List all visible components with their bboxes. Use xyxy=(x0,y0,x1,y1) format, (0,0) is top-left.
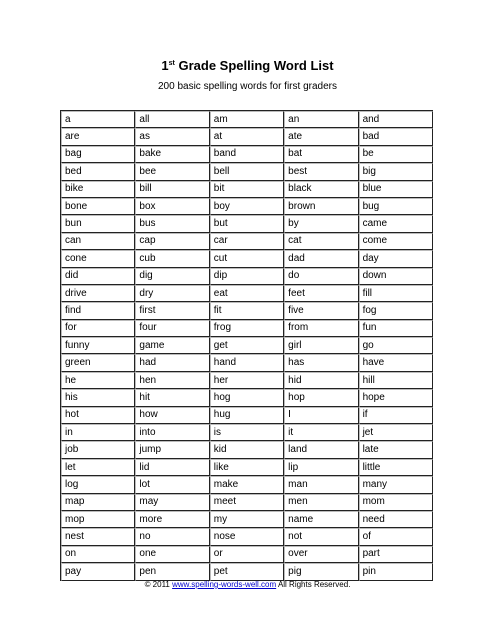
title-text: Grade Spelling Word List xyxy=(174,58,334,73)
word-cell: all xyxy=(135,111,209,128)
word-cell: bug xyxy=(359,198,433,215)
word-cell: hand xyxy=(210,354,284,371)
word-cell: cat xyxy=(284,233,358,250)
word-cell: no xyxy=(135,528,209,545)
word-cell: for xyxy=(61,320,135,337)
word-cell: come xyxy=(359,233,433,250)
word-cell: bat xyxy=(284,146,358,163)
word-table-body xyxy=(61,111,433,581)
word-cell: have xyxy=(359,354,433,371)
word-cell: did xyxy=(61,268,135,285)
word-cell: bee xyxy=(135,163,209,180)
table-row xyxy=(61,459,433,476)
word-cell: bake xyxy=(135,146,209,163)
word-cell: jump xyxy=(135,441,209,458)
table-row xyxy=(61,424,433,441)
word-cell: an xyxy=(284,111,358,128)
title-ordinal-suffix: st xyxy=(168,60,175,67)
word-cell: dad xyxy=(284,250,358,267)
word-cell: bag xyxy=(61,146,135,163)
word-cell: lid xyxy=(135,459,209,476)
spelling-word-table xyxy=(60,110,433,581)
table-row xyxy=(61,250,433,267)
word-cell: name xyxy=(284,511,358,528)
word-cell: a xyxy=(61,111,135,128)
word-cell: hop xyxy=(284,389,358,406)
footer-rights: All Rights Reserved. xyxy=(277,580,351,589)
word-cell: nest xyxy=(61,528,135,545)
table-row xyxy=(61,407,433,424)
word-cell: log xyxy=(61,476,135,493)
word-cell: bit xyxy=(210,181,284,198)
table-row xyxy=(61,163,433,180)
word-cell: fog xyxy=(359,302,433,319)
word-cell: drive xyxy=(61,285,135,302)
word-cell: men xyxy=(284,494,358,511)
word-cell: get xyxy=(210,337,284,354)
word-cell: four xyxy=(135,320,209,337)
word-cell: into xyxy=(135,424,209,441)
table-row xyxy=(61,441,433,458)
table-row xyxy=(61,563,433,580)
table-row xyxy=(61,354,433,371)
word-cell: may xyxy=(135,494,209,511)
word-cell: lot xyxy=(135,476,209,493)
word-cell: frog xyxy=(210,320,284,337)
word-cell: boy xyxy=(210,198,284,215)
word-cell: game xyxy=(135,337,209,354)
word-cell: car xyxy=(210,233,284,250)
word-cell: like xyxy=(210,459,284,476)
word-cell: on xyxy=(61,546,135,563)
word-cell: be xyxy=(359,146,433,163)
word-cell: hill xyxy=(359,372,433,389)
word-cell: bed xyxy=(61,163,135,180)
word-cell: dip xyxy=(210,268,284,285)
word-cell: his xyxy=(61,389,135,406)
word-cell: how xyxy=(135,407,209,424)
word-cell: fit xyxy=(210,302,284,319)
word-cell: but xyxy=(210,215,284,232)
word-cell: can xyxy=(61,233,135,250)
word-cell: came xyxy=(359,215,433,232)
word-cell: fun xyxy=(359,320,433,337)
word-cell: need xyxy=(359,511,433,528)
word-cell: pin xyxy=(359,563,433,580)
word-cell: kid xyxy=(210,441,284,458)
table-row xyxy=(61,128,433,145)
table-row xyxy=(61,146,433,163)
word-cell: feet xyxy=(284,285,358,302)
word-cell: meet xyxy=(210,494,284,511)
word-cell: hope xyxy=(359,389,433,406)
word-cell: bus xyxy=(135,215,209,232)
word-cell: cone xyxy=(61,250,135,267)
word-cell: my xyxy=(210,511,284,528)
table-row xyxy=(61,198,433,215)
table-row xyxy=(61,302,433,319)
table-row xyxy=(61,320,433,337)
table-row xyxy=(61,181,433,198)
word-cell: cut xyxy=(210,250,284,267)
word-cell: bun xyxy=(61,215,135,232)
word-cell: not xyxy=(284,528,358,545)
word-cell: he xyxy=(61,372,135,389)
word-cell: big xyxy=(359,163,433,180)
page-subtitle: 200 basic spelling words for first graders xyxy=(158,81,337,92)
word-cell: job xyxy=(61,441,135,458)
word-cell: dig xyxy=(135,268,209,285)
word-cell: bike xyxy=(61,181,135,198)
word-cell: as xyxy=(135,128,209,145)
table-row xyxy=(61,372,433,389)
word-cell: I xyxy=(284,407,358,424)
word-cell: at xyxy=(210,128,284,145)
word-cell: box xyxy=(135,198,209,215)
word-cell: part xyxy=(359,546,433,563)
word-cell: man xyxy=(284,476,358,493)
word-cell: more xyxy=(135,511,209,528)
word-cell: dry xyxy=(135,285,209,302)
table-row xyxy=(61,111,433,128)
page-footer xyxy=(0,580,495,589)
word-cell: bell xyxy=(210,163,284,180)
page-title xyxy=(0,58,495,73)
word-cell: land xyxy=(284,441,358,458)
word-cell: of xyxy=(359,528,433,545)
word-cell: late xyxy=(359,441,433,458)
word-cell: hug xyxy=(210,407,284,424)
word-cell: hit xyxy=(135,389,209,406)
word-cell: hog xyxy=(210,389,284,406)
word-cell: blue xyxy=(359,181,433,198)
word-cell: pen xyxy=(135,563,209,580)
word-cell: it xyxy=(284,424,358,441)
word-cell: pet xyxy=(210,563,284,580)
table-row xyxy=(61,494,433,511)
table-row xyxy=(61,233,433,250)
footer-website-link[interactable]: www.spelling-words-well.com xyxy=(172,580,277,589)
word-cell: five xyxy=(284,302,358,319)
word-cell: jet xyxy=(359,424,433,441)
word-cell: black xyxy=(284,181,358,198)
word-cell: or xyxy=(210,546,284,563)
word-cell: find xyxy=(61,302,135,319)
word-cell: first xyxy=(135,302,209,319)
word-cell: pay xyxy=(61,563,135,580)
word-cell: best xyxy=(284,163,358,180)
word-cell: her xyxy=(210,372,284,389)
word-cell: has xyxy=(284,354,358,371)
word-cell: one xyxy=(135,546,209,563)
word-cell: brown xyxy=(284,198,358,215)
word-cell: are xyxy=(61,128,135,145)
word-cell: by xyxy=(284,215,358,232)
word-cell: mop xyxy=(61,511,135,528)
word-cell: pig xyxy=(284,563,358,580)
word-cell: hid xyxy=(284,372,358,389)
word-cell: cap xyxy=(135,233,209,250)
word-cell: am xyxy=(210,111,284,128)
word-cell: band xyxy=(210,146,284,163)
word-cell: make xyxy=(210,476,284,493)
word-cell: map xyxy=(61,494,135,511)
word-cell: funny xyxy=(61,337,135,354)
table-row xyxy=(61,476,433,493)
word-cell: nose xyxy=(210,528,284,545)
word-cell: let xyxy=(61,459,135,476)
word-cell: mom xyxy=(359,494,433,511)
word-cell: fill xyxy=(359,285,433,302)
word-cell: little xyxy=(359,459,433,476)
word-cell: lip xyxy=(284,459,358,476)
word-cell: do xyxy=(284,268,358,285)
word-cell: in xyxy=(61,424,135,441)
table-row xyxy=(61,215,433,232)
word-cell: girl xyxy=(284,337,358,354)
word-cell: bill xyxy=(135,181,209,198)
table-row xyxy=(61,528,433,545)
table-row xyxy=(61,546,433,563)
word-cell: is xyxy=(210,424,284,441)
word-cell: bone xyxy=(61,198,135,215)
word-cell: day xyxy=(359,250,433,267)
table-row xyxy=(61,268,433,285)
word-cell: green xyxy=(61,354,135,371)
word-cell: many xyxy=(359,476,433,493)
word-cell: over xyxy=(284,546,358,563)
word-cell: if xyxy=(359,407,433,424)
table-row xyxy=(61,389,433,406)
word-cell: had xyxy=(135,354,209,371)
title-grade-number: 1 xyxy=(161,58,169,73)
footer-copyright: © 2011 xyxy=(144,580,170,589)
word-cell: and xyxy=(359,111,433,128)
word-cell: down xyxy=(359,268,433,285)
table-row xyxy=(61,337,433,354)
table-row xyxy=(61,285,433,302)
word-cell: eat xyxy=(210,285,284,302)
table-row xyxy=(61,511,433,528)
word-cell: from xyxy=(284,320,358,337)
word-cell: hen xyxy=(135,372,209,389)
word-cell: bad xyxy=(359,128,433,145)
word-cell: cub xyxy=(135,250,209,267)
word-cell: ate xyxy=(284,128,358,145)
word-cell: hot xyxy=(61,407,135,424)
word-cell: go xyxy=(359,337,433,354)
